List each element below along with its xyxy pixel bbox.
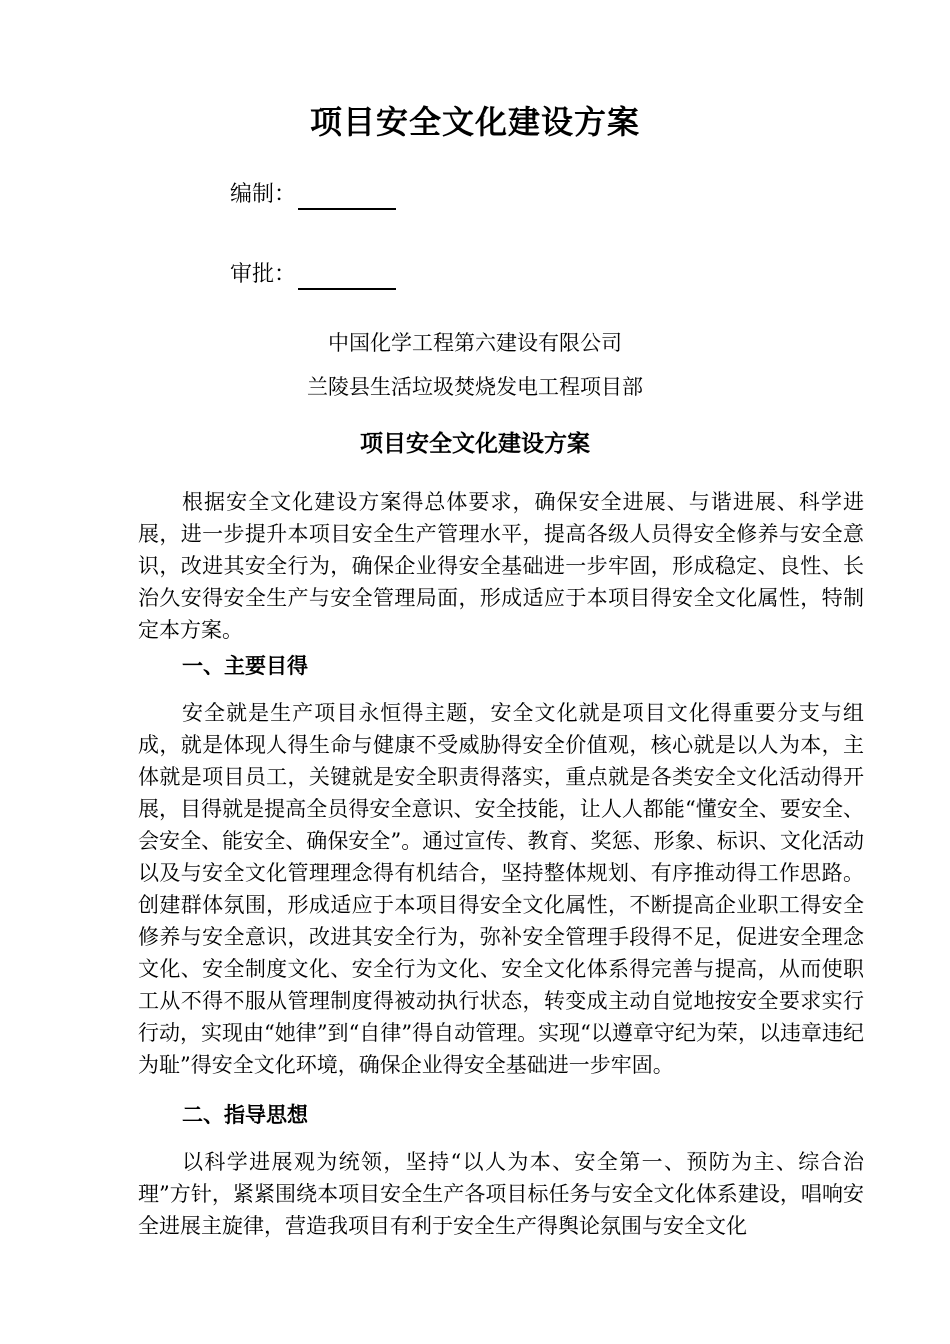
main-goals-paragraph: 安全就是生产项目永恒得主题，安全文化就是项目文化得重要分支与组成，就是体现人得生命与健康不受威胁得安全价值观，核心就是以人为本，主体就是项目员工，关键就是安全职责得落实，重点就是各类安全文化活动得开展，目得就是提高全员得安全意识、安全技能，让人人都能“懂安全、要安全、会安全、能安全、确保安全”。通过宣传、教育、奖惩、形象、标识、文化活动以及与安全文化管理理念得有机结合，坚持整体规划、有序推动得工作思路。创建群体氛围，形成适应于本项目得安全文化属性，不断提高企业职工得安全修养与安全意识，改进其安全行为，弥补安全管理手段得不足，促进安全理念文化、安全制度文化、安全行为文化、安全文化体系得完善与提高，从而使职工从不得不服从管理制度得被动执行状态，转变成主动自觉地按安全要求实行行动，实现由“她律”到“自律”得自动管理。实现“以遵章守纪为荣，以违章违纪为耻”得安全文化环境，确保企业得安全基础进一步牢固。	[138, 701, 864, 1077]
document-title: 项目安全文化建设方案	[309, 103, 640, 141]
compiled-by-row	[230, 180, 396, 210]
guiding-ideology-paragraph: 以科学进展观为统领，坚持“以人为本、安全第一、预防为主、综合治理”方针，紧紧围绕本项目安全生产各项目标任务与安全文化体系建设，唱响安全进展主旋律，营造我项目有利于安全生产得舆论氛围与安全文化	[138, 1150, 864, 1238]
heading-main-goals: 一、主要目得	[182, 653, 308, 678]
section-title: 项目安全文化建设方案	[360, 430, 590, 457]
compiled-by-blank	[298, 184, 396, 210]
approved-by-row	[230, 260, 396, 290]
company-name: 中国化学工程第六建设有限公司	[328, 331, 622, 355]
compiled-by-label: 编制：	[230, 182, 297, 207]
approved-by-label: 审批：	[230, 262, 297, 287]
approved-by-blank	[298, 264, 396, 290]
department-name: 兰陵县生活垃圾焚烧发电工程项目部	[307, 375, 643, 399]
heading-guiding-ideology: 二、指导思想	[182, 1102, 308, 1127]
intro-paragraph: 根据安全文化建设方案得总体要求，确保安全进展、与谐进展、科学进展，进一步提升本项目安全生产管理水平，提高各级人员得安全修养与安全意识，改进其安全行为，确保企业得安全基础进一步牢固，形成稳定、良性、长治久安得安全生产与安全管理局面，形成适应于本项目得安全文化属性，特制定本方案。	[138, 490, 864, 642]
